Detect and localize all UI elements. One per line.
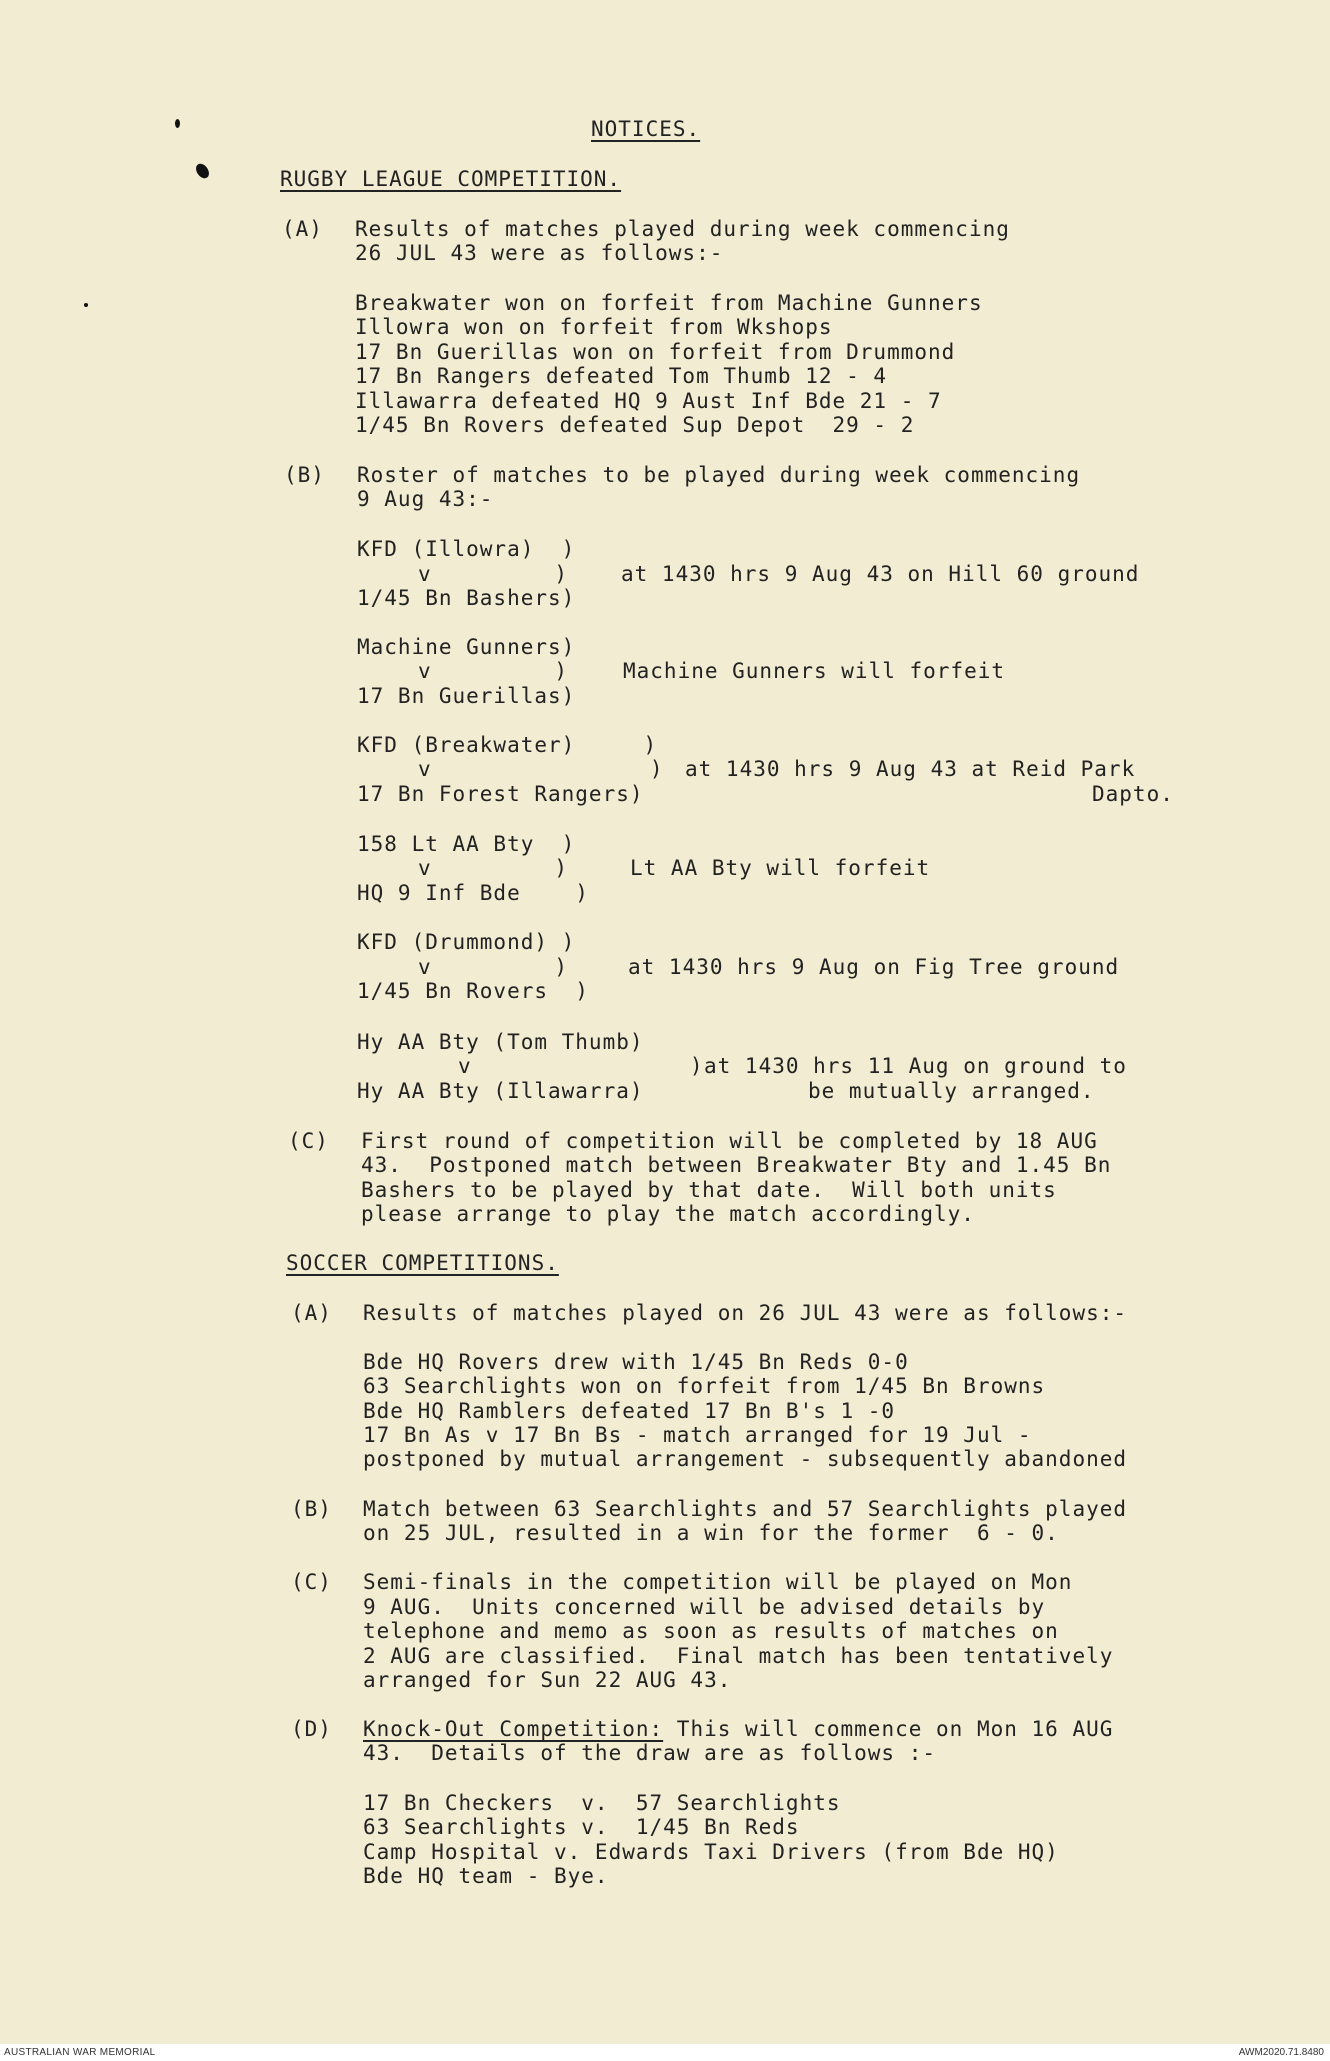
rugby-c-text: please arrange to play the match accordingly. [361,1202,975,1226]
fixture-note: Machine Gunners will forfeit [623,659,1006,683]
fixture-note: at 1430 hrs 9 Aug 43 on Hill 60 ground [621,562,1140,586]
knockout-heading: Knock-Out Competition: [363,1717,664,1741]
rugby-c-text: 43. Postponed match between Breakwater Bty and 1.45 Bn [361,1153,1112,1177]
rugby-result: 17 Bn Guerillas won on forfeit from Drummond [355,340,956,364]
soccer-result: 63 Searchlights won on forfeit from 1/45 Bn Browns [363,1374,1046,1398]
fixture-team: 1/45 Bn Rovers ) [357,979,589,1003]
rugby-result: 1/45 Bn Rovers defeated Sup Depot 29 - 2 [355,413,915,437]
fixture-team: Machine Gunners) [357,635,576,659]
hole-punch-mark [175,119,180,128]
fixture-vs: v ) [458,1054,704,1078]
footer-institution: AUSTRALIAN WAR MEMORIAL [4,2047,156,2058]
soccer-heading: SOCCER COMPETITIONS. [286,1251,559,1275]
soccer-result: Bde HQ Rovers drew with 1/45 Bn Reds 0-0 [363,1350,909,1374]
soccer-c-text: 2 AUG are classified. Final match has been tentatively [363,1644,1114,1668]
rugby-c-text: First round of competition will be completed by 18 AUG [361,1129,1098,1153]
soccer-c-text: telephone and memo as soon as results of matches on [363,1619,1059,1643]
archive-footer [0,2044,1330,2061]
rugby-a-label: (A) [282,217,323,241]
fixture-team: 1/45 Bn Bashers) [357,586,576,610]
fixture-team: HQ 9 Inf Bde ) [357,881,589,905]
fixture-vs: v ) [418,659,569,683]
footer-catalogue-number: AWM2020.71.8480 [1238,2047,1324,2058]
soccer-c-text: arranged for Sun 22 AUG 43. [363,1668,732,1692]
fixture-note-cont: Dapto. [1092,782,1174,806]
rugby-result: Illowra won on forfeit from Wkshops [355,315,833,339]
soccer-c-text: 9 AUG. Units concerned will be advised details by [363,1595,1046,1619]
knockout-text: This will commence on Mon 16 AUG [663,1717,1114,1741]
soccer-a-intro: Results of matches played on 26 JUL 43 were as follows:- [363,1301,1128,1325]
fixture-team: Hy AA Bty (Illawarra) [357,1079,644,1103]
rugby-b-label: (B) [284,463,325,487]
fixture-team: 17 Bn Guerillas) [357,684,576,708]
rugby-b-intro: 9 Aug 43:- [357,487,494,511]
fixture-team: 17 Bn Forest Rangers) [357,782,644,806]
soccer-d-text: 43. Details of the draw are as follows :- [363,1741,937,1765]
soccer-a-label: (A) [291,1301,332,1325]
fixture-team: KFD (Illowra) ) [357,537,576,561]
draw-item: 63 Searchlights v. 1/45 Bn Reds [363,1815,800,1839]
fixture-vs: v ) [418,955,569,979]
draw-item: 17 Bn Checkers v. 57 Searchlights [363,1791,841,1815]
fixture-vs: v ) [418,856,569,880]
draw-item: Bde HQ team - Bye. [363,1864,609,1888]
rugby-c-label: (C) [288,1129,329,1153]
soccer-result: Bde HQ Ramblers defeated 17 Bn B's 1 -0 [363,1399,896,1423]
rugby-result: Breakwater won on forfeit from Machine Gunners [355,291,983,315]
soccer-d-label: (D) [291,1717,332,1741]
hole-punch-mark [193,161,211,180]
rugby-heading: RUGBY LEAGUE COMPETITION. [280,167,622,191]
paper-speck [84,303,88,307]
fixture-vs: v ) [418,562,569,586]
draw-item: Camp Hospital v. Edwards Taxi Drivers (from Bde HQ) [363,1840,1059,1864]
page-title: NOTICES. [591,117,701,141]
fixture-note: at 1430 hrs 9 Aug 43 at Reid Park [685,757,1136,781]
rugby-a-intro: Results of matches played during week commencing [355,217,1010,241]
rugby-result: Illawarra defeated HQ 9 Aust Inf Bde 21 - 7 [355,389,942,413]
rugby-a-intro: 26 JUL 43 were as follows:- [355,241,724,265]
fixture-team: KFD (Drummond) ) [357,930,576,954]
fixture-note: Lt AA Bty will forfeit [630,856,931,880]
soccer-b-text: Match between 63 Searchlights and 57 Searchlights played [363,1497,1128,1521]
fixture-team: Hy AA Bty (Tom Thumb) [357,1030,644,1054]
soccer-b-label: (B) [291,1497,332,1521]
fixture-note: at 1430 hrs 11 Aug on ground to [704,1054,1127,1078]
soccer-d-line [363,1717,1113,1741]
soccer-b-text: on 25 JUL, resulted in a win for the former 6 - 0. [363,1521,1059,1545]
fixture-note: at 1430 hrs 9 Aug on Fig Tree ground [628,955,1120,979]
fixture-team: KFD (Breakwater) ) [357,733,658,757]
soccer-result: postponed by mutual arrangement - subsequently abandoned [363,1447,1128,1471]
soccer-c-label: (C) [291,1570,332,1594]
soccer-result: 17 Bn As v 17 Bn Bs - match arranged for 19 Jul - [363,1423,1032,1447]
soccer-c-text: Semi-finals in the competition will be played on Mon [363,1570,1073,1594]
fixture-vs: v ) [418,757,664,781]
rugby-c-text: Bashers to be played by that date. Will both units [361,1178,1057,1202]
rugby-result: 17 Bn Rangers defeated Tom Thumb 12 - 4 [355,364,888,388]
rugby-b-intro: Roster of matches to be played during week commencing [357,463,1081,487]
fixture-note-cont: be mutually arranged. [808,1079,1095,1103]
fixture-team: 158 Lt AA Bty ) [357,832,576,856]
